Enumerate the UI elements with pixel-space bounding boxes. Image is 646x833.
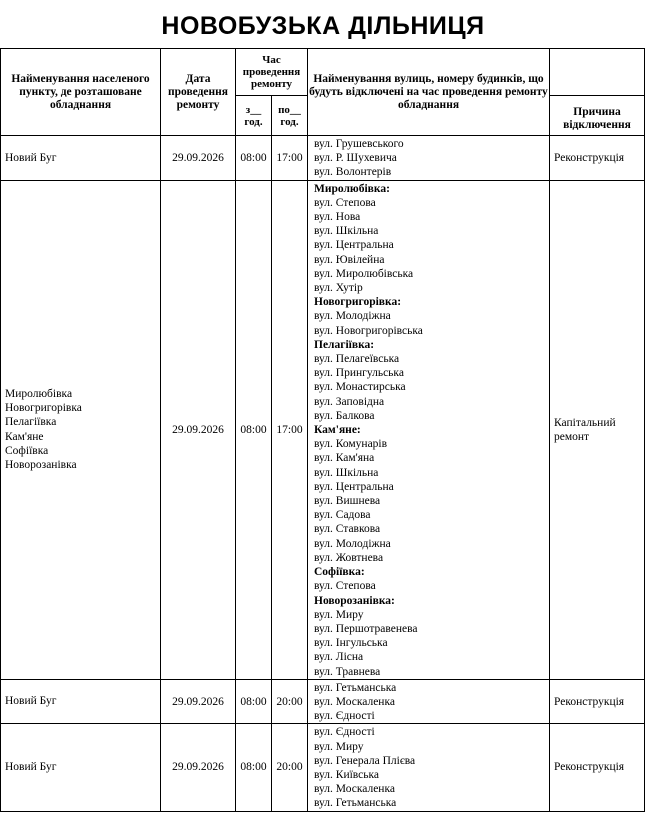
- street-item: вул. Шкільна: [314, 466, 379, 479]
- reason-cell: Реконструкція: [550, 136, 645, 181]
- street-item: вул. Київська: [314, 768, 380, 781]
- date-cell: 29.09.2026: [161, 180, 236, 679]
- street-item: вул. Прингульська: [314, 367, 404, 380]
- street-item: вул. Молодіжна: [314, 310, 391, 323]
- village-group-label: Новогригорівка:: [314, 296, 402, 309]
- street-item: вул. Лісна: [314, 651, 364, 664]
- street-item: вул. Кам'яна: [314, 452, 375, 465]
- time-to-cell: 17:00: [272, 180, 308, 679]
- settlement-name: Кам'яне: [5, 430, 44, 443]
- page-title: НОВОБУЗЬКА ДІЛЬНИЦЯ: [161, 12, 485, 40]
- outage-schedule-table: [0, 48, 645, 812]
- street-item: вул. Ставкова: [314, 523, 381, 536]
- streets-cell: [308, 136, 550, 181]
- street-item: вул. Волонтерів: [314, 166, 392, 179]
- street-item: вул. Заповідна: [314, 395, 385, 408]
- header-from: з__ год.: [236, 96, 272, 136]
- settlement-name: Новий Буг: [5, 761, 57, 774]
- street-item: вул. Нова: [314, 211, 361, 224]
- street-item: вул. Центральна: [314, 480, 394, 493]
- street-item: вул. Р. Шухевича: [314, 152, 397, 165]
- date-cell: 29.09.2026: [161, 136, 236, 181]
- time-from-cell: 08:00: [236, 136, 272, 181]
- village-group-label: Новорозанівка:: [314, 594, 395, 607]
- time-to-cell: 17:00: [272, 136, 308, 181]
- village-group-label: Кам'яне:: [314, 424, 361, 437]
- street-item: вул. Інгульська: [314, 637, 388, 650]
- street-item: вул. Гетьманська: [314, 797, 397, 810]
- street-item: вул. Жовтнева: [314, 551, 384, 564]
- street-item: вул. Комунарів: [314, 438, 388, 451]
- street-item: вул. Шкільна: [314, 225, 379, 238]
- settlement-name: Новий Буг: [5, 151, 57, 164]
- street-item: вул. Центральна: [314, 239, 394, 252]
- date-cell: 29.09.2026: [161, 679, 236, 724]
- street-item: вул. Миру: [314, 608, 364, 621]
- table-row: [1, 679, 645, 724]
- settlement-name: Софіївка: [5, 444, 49, 457]
- street-item: вул. Вишнева: [314, 495, 381, 508]
- street-item: вул. Єдності: [314, 710, 375, 723]
- settlement-name: Новогригорівка: [5, 402, 82, 415]
- time-from-cell: 08:00: [236, 724, 272, 811]
- header-time: Час проведення ремонту: [236, 49, 308, 96]
- header-to: по__ год.: [272, 96, 308, 136]
- header-reason-blank: [550, 49, 645, 96]
- street-item: вул. Першотравенева: [314, 622, 418, 635]
- table-row: [1, 724, 645, 811]
- header-streets: Найменування вулиць, номеру будинків, що будуть відключені на час проведення ремонту обладнання: [308, 49, 550, 136]
- street-item: вул. Миролюбівська: [314, 267, 414, 280]
- reason-cell: Реконструкція: [550, 679, 645, 724]
- settlement-name: Миролюбівка: [5, 388, 73, 401]
- date-cell: 29.09.2026: [161, 724, 236, 811]
- settlement-name: Новий Буг: [5, 695, 57, 708]
- settlement-name: Пелагіївка: [5, 416, 57, 429]
- street-item: вул. Молодіжна: [314, 537, 391, 550]
- time-from-cell: 08:00: [236, 180, 272, 679]
- table-row: [1, 136, 645, 181]
- street-item: вул. Балкова: [314, 409, 375, 422]
- settlement-cell: [1, 136, 161, 181]
- settlement-cell: [1, 180, 161, 679]
- street-item: вул. Степова: [314, 580, 376, 593]
- street-item: вул. Степова: [314, 196, 376, 209]
- settlement-name: Новорозанівка: [5, 459, 77, 472]
- street-item: вул. Монастирська: [314, 381, 406, 394]
- street-item: вул. Москаленка: [314, 695, 395, 708]
- table-row: [1, 180, 645, 679]
- street-item: вул. Садова: [314, 509, 371, 522]
- header-date: Дата проведення ремонту: [161, 49, 236, 136]
- village-group-label: Софіївка:: [314, 566, 365, 579]
- street-item: вул. Пелагеївська: [314, 353, 400, 366]
- street-item: вул. Хутір: [314, 282, 363, 295]
- time-to-cell: 20:00: [272, 679, 308, 724]
- street-item: вул. Москаленка: [314, 783, 395, 796]
- time-from-cell: 08:00: [236, 679, 272, 724]
- header-settlement: Найменування населеного пункту, де розташоване обладнання: [1, 49, 161, 136]
- reason-cell: Реконструкція: [550, 724, 645, 811]
- streets-cell: [308, 180, 550, 679]
- street-item: вул. Генерала Плієва: [314, 754, 416, 767]
- street-item: вул. Ювілейна: [314, 253, 385, 266]
- streets-cell: [308, 724, 550, 811]
- streets-cell: [308, 679, 550, 724]
- reason-cell: Капітальний ремонт: [550, 180, 645, 679]
- settlement-cell: [1, 724, 161, 811]
- street-item: вул. Єдності: [314, 726, 375, 739]
- street-item: вул. Миру: [314, 740, 364, 753]
- village-group-label: Пелагіївка:: [314, 338, 375, 351]
- village-group-label: Миролюбівка:: [314, 182, 390, 195]
- settlement-cell: [1, 679, 161, 724]
- header-reason: Причина відключення: [550, 96, 645, 136]
- street-item: вул. Травнева: [314, 665, 381, 678]
- street-item: вул. Гетьманська: [314, 681, 397, 694]
- time-to-cell: 20:00: [272, 724, 308, 811]
- street-item: вул. Грушевського: [314, 138, 404, 150]
- street-item: вул. Новогригорівська: [314, 324, 423, 337]
